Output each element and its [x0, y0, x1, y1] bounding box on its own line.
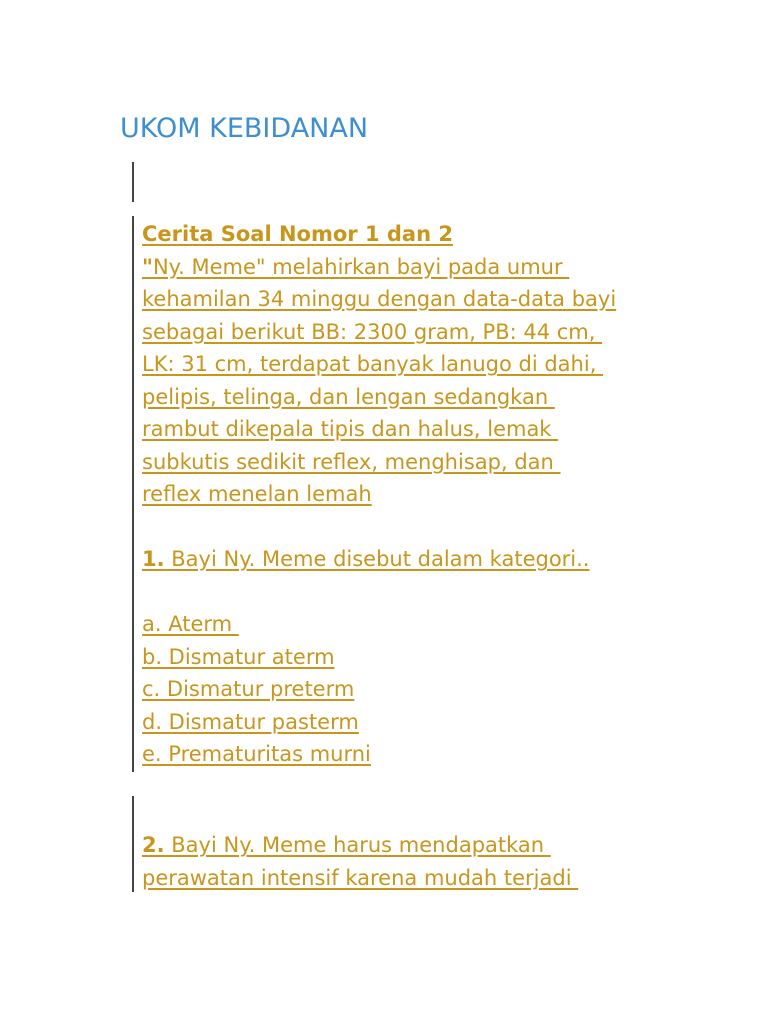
- question2-text-2[interactable]: perawatan intensif karena mudah terjadi: [142, 865, 579, 890]
- story-text-5[interactable]: pelipis, telinga, dan lengan sedangkan: [142, 384, 555, 409]
- question2-line-1: [142, 829, 578, 862]
- question2-text-1[interactable]: Bayi Ny. Meme harus mendapatkan: [164, 833, 551, 857]
- option-d-line: [142, 706, 616, 739]
- story-heading-line: [142, 218, 616, 251]
- story-text-1[interactable]: Ny. Meme" melahirkan bayi pada umur: [152, 254, 570, 279]
- question2-number[interactable]: 2.: [142, 833, 165, 857]
- story-line-5: [142, 381, 616, 414]
- story-text-7[interactable]: subkutis sedikit reflex, menghisap, dan: [142, 449, 561, 474]
- story-text-4[interactable]: LK: 31 cm, terdapat banyak lanugo di dahi,: [142, 352, 604, 376]
- story-line-1: [142, 251, 616, 284]
- spacer: [142, 511, 616, 544]
- option-e[interactable]: e. Prematuritas murni: [142, 742, 371, 766]
- quote-bar-top: [132, 162, 134, 202]
- story-block: [142, 218, 616, 771]
- quote-bar-story: [132, 216, 134, 772]
- story-line-4: [142, 348, 616, 381]
- page-title: UKOM KEBIDANAN: [120, 113, 369, 144]
- story-text-8[interactable]: reflex menelan lemah: [142, 482, 372, 506]
- story-line-8: [142, 478, 616, 511]
- story-line-3: [142, 316, 616, 349]
- option-c[interactable]: c. Dismatur preterm: [142, 677, 355, 701]
- option-d[interactable]: d. Dismatur pasterm: [142, 709, 359, 734]
- story-line-2: [142, 283, 616, 316]
- story-line-7: [142, 446, 616, 479]
- question2-line-2: [142, 862, 578, 895]
- option-c-line: [142, 673, 616, 706]
- spacer: [142, 576, 616, 609]
- story-heading[interactable]: Cerita Soal Nomor 1 dan 2: [142, 222, 453, 246]
- story-text-3[interactable]: sebagai berikut BB: 2300 gram, PB: 44 cm,: [142, 319, 603, 344]
- option-b[interactable]: b. Dismatur aterm: [142, 644, 335, 669]
- story-quote-mark[interactable]: ": [142, 254, 153, 279]
- question2-block: [142, 829, 578, 894]
- question1-text[interactable]: Bayi Ny. Meme disebut dalam kategori..: [164, 547, 590, 571]
- question1-line: [142, 543, 616, 576]
- option-a[interactable]: a. Aterm: [142, 612, 239, 636]
- question1-number[interactable]: 1.: [142, 547, 165, 571]
- option-a-line: [142, 608, 616, 641]
- story-text-2[interactable]: kehamilan 34 minggu dengan data-data bayi: [142, 287, 617, 311]
- story-text-6[interactable]: rambut dikepala tipis dan halus, lemak: [142, 417, 559, 441]
- option-b-line: [142, 641, 616, 674]
- quote-bar-question2: [132, 796, 134, 892]
- option-e-line: [142, 738, 616, 771]
- story-line-6: [142, 413, 616, 446]
